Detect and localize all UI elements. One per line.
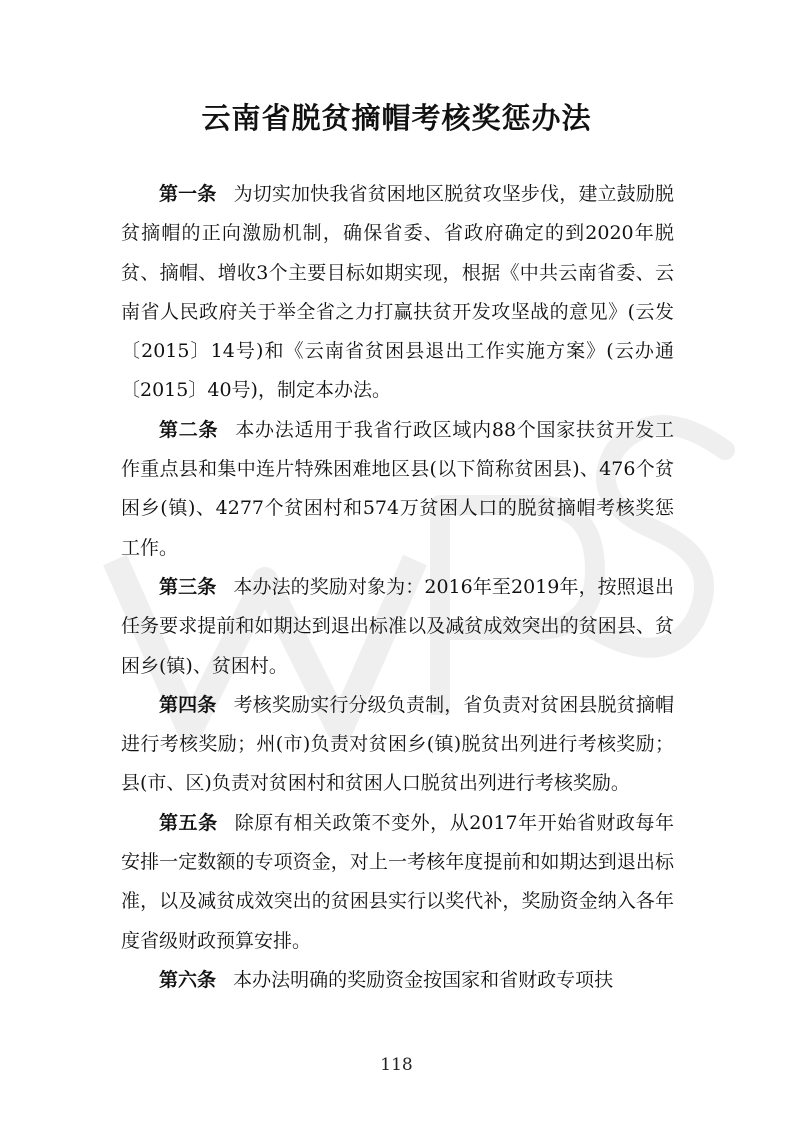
article-2-heading: 第二条	[159, 418, 219, 441]
article-3	[121, 568, 674, 686]
article-3-text: 本办法的奖励对象为：2016年至2019年，按照退出任务要求提前和如期达到退出标准以及减贫成效突出的贫困县、贫困乡(镇)、贫困村。	[121, 575, 674, 677]
article-6-text: 本办法明确的奖励资金按国家和省财政专项扶	[233, 968, 614, 991]
article-2	[121, 411, 674, 568]
article-6-heading: 第六条	[159, 968, 217, 991]
article-6	[121, 961, 674, 1000]
article-4-heading: 第四条	[159, 693, 217, 716]
article-4	[121, 686, 674, 804]
page-number: 118	[380, 1055, 413, 1075]
document-title: 云南省脱贫摘帽考核奖惩办法	[201, 101, 592, 135]
article-5-heading: 第五条	[159, 811, 218, 834]
article-1	[121, 175, 674, 411]
article-1-text: 为切实加快我省贫困地区脱贫攻坚步伐，建立鼓励脱贫摘帽的正向激励机制，确保省委、省政府确定的到2020年脱贫、摘帽、增收3个主要目标如期实现，根据《中共云南省委、云南省人民政府关于举全省之力打赢扶贫开发攻坚战的意见》(云发〔2015〕14号)和《云南省贫困县退出工作实施方案》(云办通〔2015〕40号)，制定本办法。	[121, 183, 674, 402]
article-5-text: 除原有相关政策不变外，从2017年开始省财政每年安排一定数额的专项资金，对上一考核年度提前和如期达到退出标准，以及减贫成效突出的贫困县实行以奖代补，奖励资金纳入各年度省级财政预算安排。	[121, 811, 674, 952]
article-5	[121, 804, 674, 961]
document-body	[121, 175, 674, 1000]
article-4-text: 考核奖励实行分级负责制，省负责对贫困县脱贫摘帽进行考核奖励；州(市)负责对贫困乡(镇)脱贫出列进行考核奖励；县(市、区)负责对贫困村和贫困人口脱贫出列进行考核奖励。	[121, 693, 674, 795]
article-3-heading: 第三条	[159, 575, 217, 598]
article-1-heading: 第一条	[159, 183, 217, 205]
article-2-text: 本办法适用于我省行政区域内88个国家扶贫开发工作重点县和集中连片特殊困难地区县(以下简称贫困县)、476个贫困乡(镇)、4277个贫困村和574万贫困人口的脱贫摘帽考核奖惩工作。	[121, 418, 674, 559]
